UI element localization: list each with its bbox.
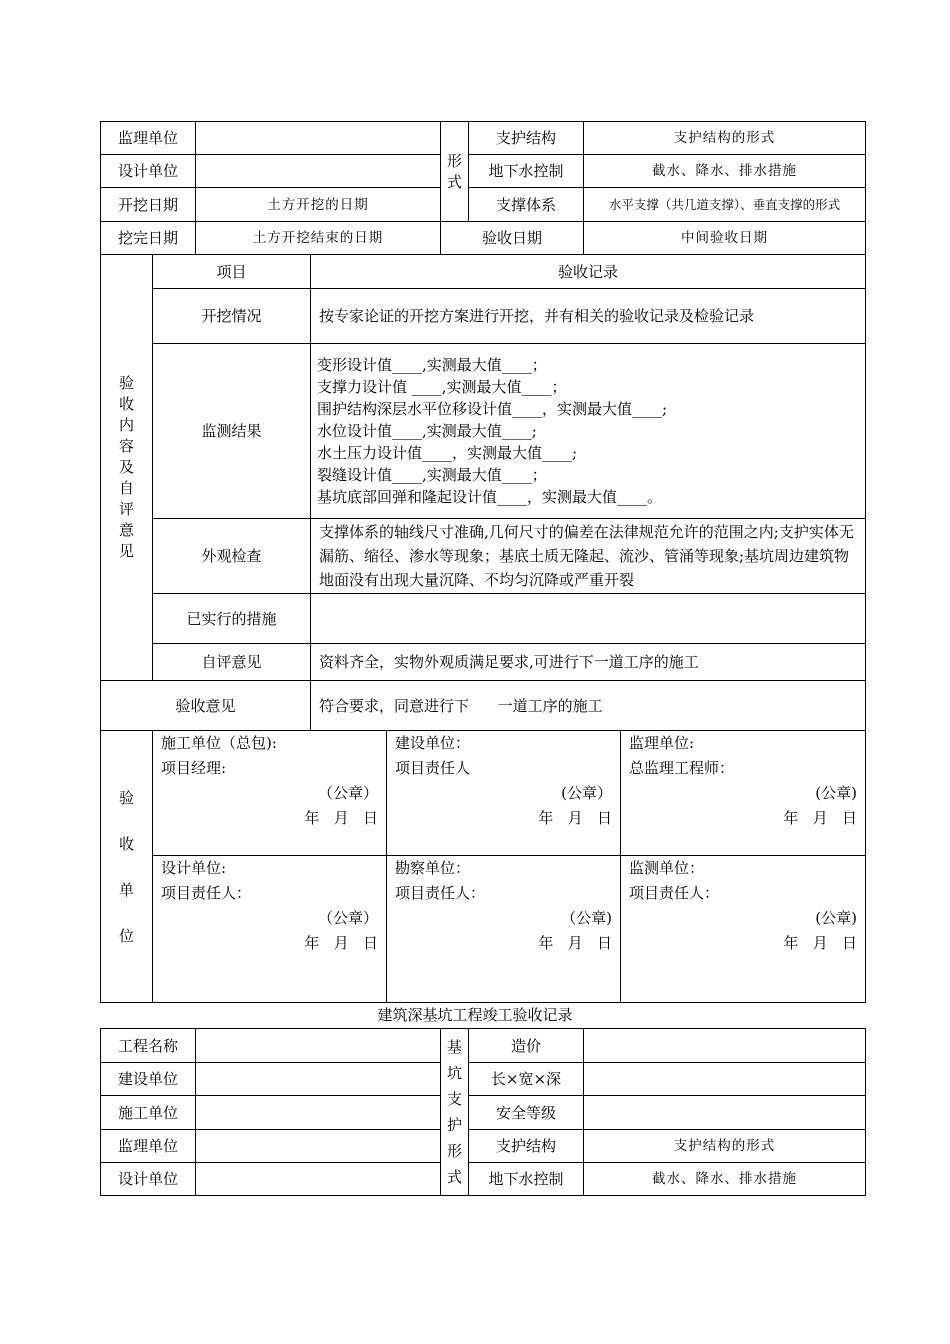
supervision-unit-value [196,122,441,155]
groundwater-control-value-2: 截水、降水、排水措施 [584,1163,866,1196]
design-unit-label-2: 设计单位 [101,1163,196,1196]
excavation-status-label: 开挖情况 [153,289,311,344]
date-label: 年 月 日 [538,809,612,827]
appearance-check-record: 支撑体系的轴线尺寸准确,几何尺寸的偏差在法律规范允许的范围之内;支护实体无漏筋、缩径、渗水等现象；基底土质无隆起、流沙、管涌等现象;基坑周边建筑物地面没有出现大量沉降、不均匀沉降或严重开裂 [311,519,866,594]
dimensions-label: 长×宽×深 [469,1063,584,1096]
groundwater-control-label-2: 地下水控制 [469,1163,584,1196]
appearance-check-label: 外观检查 [153,519,311,594]
supervision-unit-value-2 [196,1130,441,1163]
self-evaluation-label: 自评意见 [153,644,311,681]
org-name: 建设单位： [395,734,471,752]
excavation-date-label: 开挖日期 [101,188,196,222]
supervision-unit-label: 监理单位 [101,122,196,155]
units-side-label: 验收单位 [101,731,153,1003]
design-unit-value-2 [196,1163,441,1196]
acceptance-opinion-label: 验收意见 [101,681,311,731]
date-label: 年 月 日 [538,934,612,952]
date-label: 年 月 日 [304,809,378,827]
construction-unit-cell [153,731,387,856]
dimensions-value [584,1063,866,1096]
supervision-unit-label-2: 监理单位 [101,1130,196,1163]
person-title: 项目责任人： [161,884,252,902]
construction-unit-label: 施工单位 [101,1096,196,1130]
excavation-status-record: 按专家论证的开挖方案进行开挖，并有相关的验收记录及检验记录 [311,289,866,344]
header-record: 验收记录 [311,255,866,289]
acceptance-date-label: 验收日期 [441,222,584,255]
groundwater-control-label: 地下水控制 [469,155,584,188]
support-structure-value-2: 支护结构的形式 [584,1130,866,1163]
form-side-label: 形式 [441,122,469,222]
owner-unit-value [196,1063,441,1096]
monitoring-result-label: 监测结果 [153,344,311,519]
person-title: 项目责任人 [395,759,471,777]
survey-unit-cell [387,856,621,1003]
seal-label: (公章） [561,784,612,802]
person-title: 项目经理: [161,759,227,777]
design-unit-value [196,155,441,188]
safety-level-label: 安全等级 [469,1096,584,1130]
support-structure-label-2: 支护结构 [469,1130,584,1163]
support-structure-label: 支护结构 [469,122,584,155]
finish-date-value: 土方开挖结束的日期 [196,222,441,255]
org-name: 监理单位: [629,734,695,752]
org-name: 施工单位（总包): [161,734,277,752]
org-name: 勘察单位： [395,859,471,877]
measures-taken-label: 已实行的措施 [153,594,311,644]
owner-unit-label: 建设单位 [101,1063,196,1096]
cost-label: 造价 [469,1029,584,1063]
completion-record-title: 建筑深基坑工程竣工验收记录 [377,1006,573,1024]
monitoring-result-record: 变形设计值____,实测最大值____； 支撑力设计值 ____,实测最大值____； 围护结构深层水平位移设计值____，实测最大值____; 水位设计值____,实测最大值____; 水土压力设计值____，实测最大值____; 裂缝设计值____,实测最大值____； 基坑底部回弹和隆起设计值____，实测最大值____。 [311,344,866,519]
measures-taken-record [311,594,866,644]
person-title: 项目责任人： [629,884,720,902]
person-title: 总监理工程师： [629,759,735,777]
bracing-system-value: 水平支撑（共几道支撑）、垂直支撑的形式 [584,188,866,222]
inspection-side-label: 验收内容及自评意见 [101,255,153,681]
seal-label: （公章) [561,909,612,927]
inspection-table [100,254,866,731]
date-label: 年 月 日 [304,934,378,952]
seal-label: (公章) [815,909,857,927]
bracing-system-label: 支撑体系 [469,188,584,222]
design-unit-label: 设计单位 [101,155,196,188]
self-evaluation-record: 资料齐全，实物外观质满足要求,可进行下一道工序的施工 [311,644,866,681]
person-title: 项目责任人： [395,884,486,902]
org-name: 设计单位: [161,859,227,877]
project-name-label: 工程名称 [101,1029,196,1063]
date-label: 年 月 日 [783,934,857,952]
pit-support-form-label: 基坑支护形式 [441,1029,469,1196]
seal-label: （公章） [317,909,378,927]
header-item: 项目 [153,255,311,289]
seal-label: （公章） [317,784,378,802]
cost-value [584,1029,866,1063]
monitoring-unit-cell [621,856,866,1003]
support-structure-value: 支护结构的形式 [584,122,866,155]
finish-date-label: 挖完日期 [101,222,196,255]
safety-level-value [584,1096,866,1130]
construction-unit-value [196,1096,441,1130]
supervision-unit-cell [621,731,866,856]
acceptance-units-table [100,730,866,1003]
acceptance-date-value: 中间验收日期 [584,222,866,255]
project-name-value [196,1029,441,1063]
date-label: 年 月 日 [783,809,857,827]
completion-info-table [100,1028,866,1196]
org-name: 监测单位： [629,859,705,877]
excavation-date-value: 土方开挖的日期 [196,188,441,222]
design-unit-cell [153,856,387,1003]
owner-unit-cell [387,731,621,856]
acceptance-opinion-value: 符合要求，同意进行下 一道工序的施工 [311,681,866,731]
project-info-table [100,121,866,255]
groundwater-control-value: 截水、降水、排水措施 [584,155,866,188]
seal-label: (公章) [815,784,857,802]
